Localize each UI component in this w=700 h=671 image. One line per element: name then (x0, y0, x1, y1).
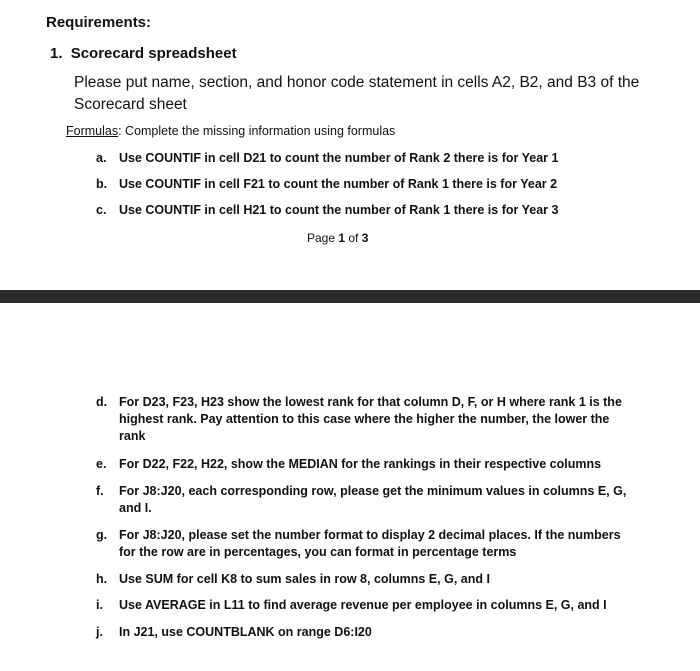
list-item-text: For J8:J20, each corresponding row, please get the minimum values in columns E, G, and I. (119, 484, 627, 515)
page-separator (0, 290, 700, 303)
section-heading (50, 45, 237, 62)
formulas-text: : Complete the missing information using formulas (118, 124, 396, 138)
list-item-letter: a. (96, 151, 107, 165)
page-prefix: Page (307, 231, 339, 245)
formulas-label: Formulas (66, 124, 119, 138)
list-item-letter: f. (96, 484, 104, 498)
intro-paragraph: Please put name, section, and honor code statement in cells A2, B2, and B3 of the Scorecard sheet (74, 74, 640, 113)
section-title: Scorecard spreadsheet (70, 45, 237, 62)
formulas-line (66, 124, 395, 138)
list-item-letter: e. (96, 457, 107, 471)
list-item-letter: d. (96, 395, 108, 409)
list-item-text: Use AVERAGE in L11 to find average revenue per employee in columns E, G, and I (119, 598, 607, 612)
section-number: 1. (50, 45, 63, 62)
list-item-text: Use COUNTIF in cell H21 to count the number of Rank 1 there is for Year 3 (119, 203, 559, 217)
list-item-letter: c. (96, 203, 107, 217)
list-item-text: For D23, F23, H23 show the lowest rank for that column D, F, or H where rank 1 is the highest rank. Pay attention to this case where the higher the number, the lower the rank (119, 395, 622, 443)
list-item-letter: i. (96, 598, 103, 612)
requirements-heading: Requirements: (46, 14, 152, 31)
page-total: 3 (361, 231, 369, 245)
page-middle: of (345, 231, 362, 245)
list-item-letter: j. (96, 625, 103, 639)
list-item-letter: b. (96, 177, 108, 191)
page-current: 1 (338, 231, 346, 245)
list-item-letter: g. (96, 528, 108, 542)
list-item-text: Use COUNTIF in cell F21 to count the number of Rank 1 there is for Year 2 (119, 177, 558, 191)
list-item-text: For J8:J20, please set the number format to display 2 decimal places. If the numbers for the row are in percentages, you can format in percentage terms (119, 528, 621, 559)
list-item-text: For D22, F22, H22, show the MEDIAN for the rankings in their respective columns (119, 457, 602, 471)
list-item-text: Use COUNTIF in cell D21 to count the number of Rank 2 there is for Year 1 (119, 151, 559, 165)
page-indicator (307, 231, 368, 245)
list-item-text: Use SUM for cell K8 to sum sales in row 8, columns E, G, and I (119, 572, 490, 586)
list-item-text: In J21, use COUNTBLANK on range D6:I20 (119, 625, 372, 639)
list-item-letter: h. (96, 572, 108, 586)
